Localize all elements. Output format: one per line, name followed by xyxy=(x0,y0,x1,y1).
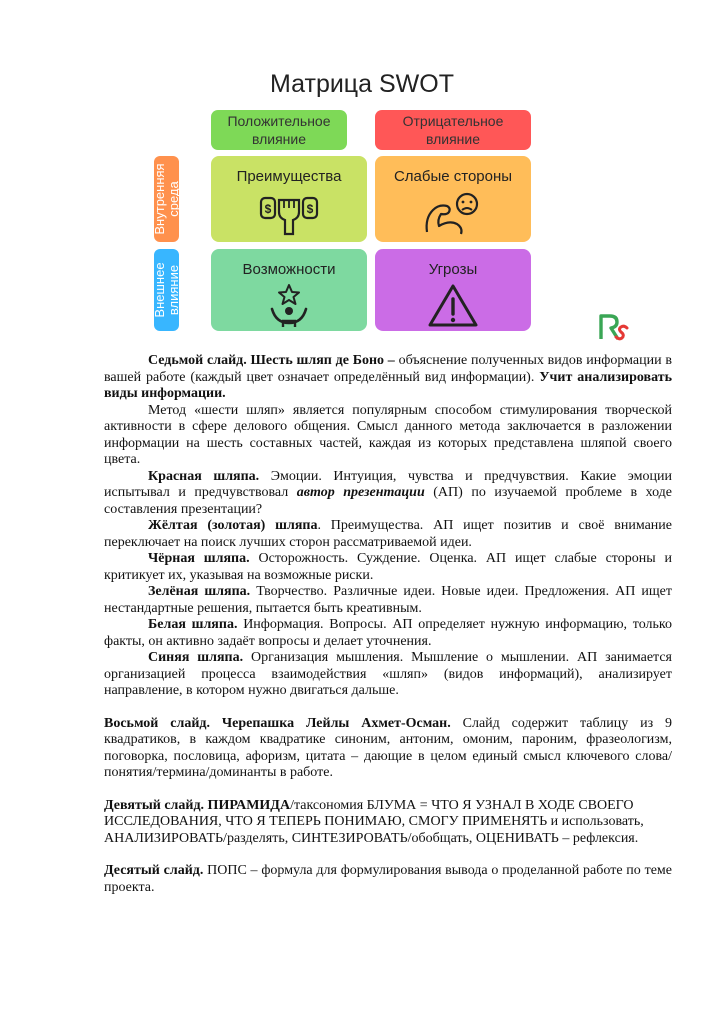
strengths-label: Преимущества xyxy=(236,168,342,185)
red-hat-italic: автор презентации xyxy=(296,485,425,500)
green-hat-heading: Зелёная шляпа. xyxy=(148,584,251,599)
white-hat-text: Информация. Вопросы. АП определяет нужную информацию, только факты, он активно задаёт вопросы и делает уточнения. xyxy=(104,617,672,649)
swot-title: Матрица SWOT xyxy=(270,70,454,98)
slide-7-heading: Седьмой слайд. Шесть шляп де Боно – xyxy=(148,353,395,368)
blue-hat-heading: Синяя шляпа. xyxy=(148,650,244,665)
paragraph-green-hat xyxy=(104,584,672,617)
header-positive-label: Положительное влияние xyxy=(227,113,331,147)
header-negative xyxy=(375,110,531,150)
slide-7-text: объяснение полученных видов информации в вашей работе (каждый цвет означает определённый вид информации). xyxy=(104,353,672,385)
slide-9-heading: Девятый слайд. ПИРАМИДА xyxy=(104,797,291,813)
paragraph-white-hat xyxy=(104,617,672,650)
green-hat-text: Творчество. Различные идеи. Новые идеи. Предложения. АП ищет нестандартные решения, пытается быть креативным. xyxy=(104,584,672,616)
white-hat-heading: Белая шляпа. xyxy=(148,617,238,632)
paragraph-slide-10 xyxy=(104,863,672,896)
yellow-hat-text: . Преимущества. АП ищет позитив и своё внимание переключает на поиск лучших сторон рассматриваемой идеи. xyxy=(104,518,673,550)
paragraph-method: Метод «шести шляп» является популярным способом стимулирования творческой активности в сфере делового общения. Смысл данного метода заключается в разложении информации на шесть составных частей, каждая из которых представлена шляпой своего цвета. xyxy=(104,402,672,467)
paragraph-slide-7 xyxy=(104,353,672,403)
cell-weaknesses xyxy=(375,156,531,242)
slide-9-text: /таксономия БЛУМА = ЧТО Я УЗНАЛ В ХОДЕ СВОЕГО ИССЛЕДОВАНИЯ, ЧТО Я ТЕПЕРЬ ПОНИМАЮ, СМОГУ ПРИМЕНЯТЬ и использовать, АНАЛИЗИРОВАТЬ/разделять, СИНТЕЗИРОВАТЬ/обобщать, ОЦЕНИВАТЬ – рефлексия. xyxy=(104,797,644,846)
paragraph-yellow-hat xyxy=(104,518,672,551)
cell-strengths xyxy=(211,156,367,242)
red-hat-text-1: Эмоции. Интуиция, чувства и предчувствия. Какие эмоции испытывал и предчувствовал xyxy=(104,468,672,500)
cell-opportunities xyxy=(211,249,367,331)
black-hat-text: Осторожность. Суждение. Оценка. АП ищет слабые стороны и критикует их, указывая на возможные риски. xyxy=(104,551,672,583)
strength-fist-icon xyxy=(257,190,321,236)
rs-logo-icon xyxy=(599,313,629,341)
svg-text:$: $ xyxy=(306,202,314,216)
paragraph-slide-9 xyxy=(104,798,672,848)
weak-arm-icon xyxy=(421,190,485,236)
threats-label: Угрозы xyxy=(428,261,478,278)
red-hat-text-2: (АП) по изучаемой проблеме в ходе составления презентации? xyxy=(104,485,672,517)
paragraph-red-hat xyxy=(104,469,672,519)
red-hat-heading: Красная шляпа. xyxy=(148,468,260,484)
paragraph-black-hat xyxy=(104,551,672,584)
paragraph-slide-8 xyxy=(104,716,672,782)
weaknesses-label: Слабые стороны xyxy=(393,168,513,185)
slide-8-heading: Восьмой слайд. Черепашка Лейлы Ахмет-Осман. xyxy=(104,715,451,731)
svg-text:$: $ xyxy=(264,202,272,216)
paragraph-blue-hat xyxy=(104,650,672,700)
person-star-icon xyxy=(264,283,314,329)
slide-8-text: Слайд содержит таблицу из 9 квадратиков, в каждом квадратике синоним, антоним, омоним, пароним, фразеологизм, поговорка, пословица, афоризм, цитата – дающие в целом единый смысл ключевого слова/понятия/термина/доминанты в работе. xyxy=(104,715,672,780)
side-internal xyxy=(151,156,181,242)
header-positive xyxy=(211,110,347,150)
side-external xyxy=(151,249,181,331)
opportunities-label: Возможности xyxy=(242,261,336,278)
slide-10-text: ПОПС – формула для формулирования вывода о проделанной работе по теме проекта. xyxy=(104,863,672,895)
side-external-label: Внешнее влияние xyxy=(151,262,181,318)
yellow-hat-heading: Жёлтая (золотая) шляпа xyxy=(148,518,318,533)
warning-triangle-icon xyxy=(427,283,479,329)
blue-hat-text: Организация мышления. Мышление о мышлении. АП занимается организацией процесса взаимодействия «шляп» (видов информаций), анализирует направление, в котором нужно двигаться дальше. xyxy=(104,650,672,698)
side-internal-label: Внутренняя среда xyxy=(151,163,181,235)
document-body xyxy=(104,353,672,896)
slide-7-bold: Учит анализировать виды информации. xyxy=(104,369,672,401)
slide-10-heading: Десятый слайд. xyxy=(104,863,204,878)
black-hat-heading: Чёрная шляпа. xyxy=(148,551,250,566)
cell-threats xyxy=(375,249,531,331)
header-negative-label: Отрицательное влияние xyxy=(402,113,504,147)
